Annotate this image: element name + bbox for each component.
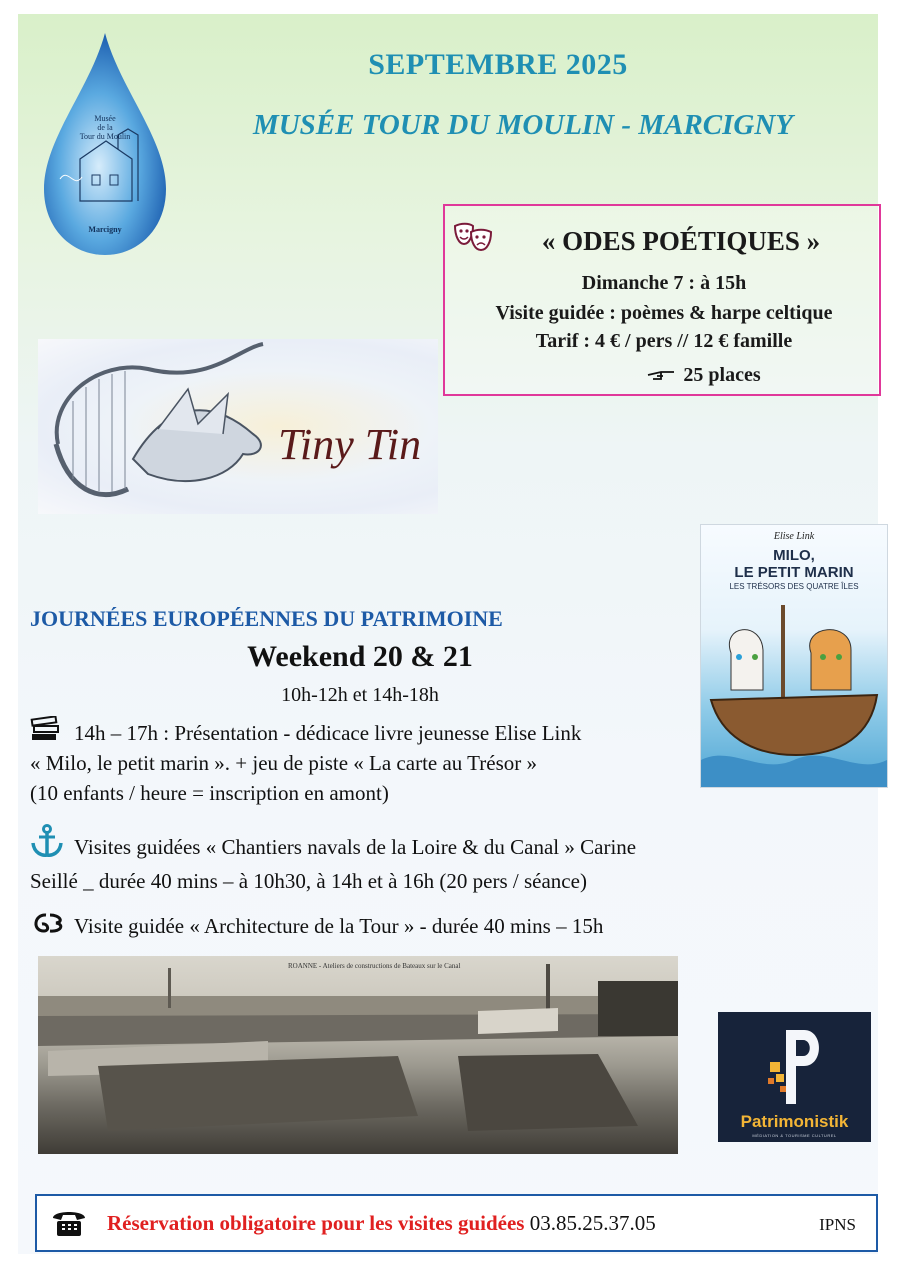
odes-event-box [443, 204, 881, 396]
telephone-icon [51, 1208, 87, 1238]
patrimonistik-p-mark [766, 1026, 826, 1108]
jep-item-1-line-2: « Milo, le petit marin ». + jeu de piste « La carte au Trésor » [30, 751, 537, 775]
jep-item-1-line-1: 14h – 17h : Présentation - dédicace livre jeunesse Elise Link [74, 721, 582, 745]
photo-caption: ROANNE - Ateliers de constructions de Bateaux sur le Canal [288, 962, 461, 970]
tiny-tin-banner [38, 339, 438, 514]
event-month-title: SEPTEMBRE 2025 [368, 48, 628, 81]
book-subtitle: LES TRÉSORS DES QUATRE ÎLES [729, 582, 859, 591]
odes-price: Tarif : 4 € / pers // 12 € famille [535, 330, 793, 352]
reservation-footer [35, 1194, 878, 1252]
odes-date: Dimanche 7 : à 15h [581, 272, 747, 294]
logo-town: Marcigny [88, 225, 122, 234]
book-cover [700, 524, 888, 788]
partner-name: Patrimonistik [740, 1112, 849, 1131]
patrimonistik-logo [718, 1012, 871, 1142]
jep-title: JOURNÉES EUROPÉENNES DU PATRIMOINE [30, 606, 503, 631]
pointing-hand-icon [647, 365, 675, 388]
decorative-fleuron-icon [30, 912, 66, 934]
jep-item-3-line-1: Visite guidée « Architecture de la Tour » - durée 40 mins – 15h [74, 914, 604, 938]
museum-drop-logo [40, 29, 170, 259]
jep-item-2-line-2: Seillé _ durée 40 mins – à 10h30, à 14h et à 16h (20 pers / séance) [30, 869, 587, 893]
odes-title: « ODES POÉTIQUES » [541, 226, 821, 256]
reservation-phone[interactable]: 03.85.25.37.05 [524, 1211, 656, 1235]
book-title-line-2: LE PETIT MARIN [734, 564, 854, 581]
historic-shipyard-photo [38, 956, 678, 1154]
odes-visit: Visite guidée : poèmes & harpe celtique [495, 302, 833, 324]
reservation-line [107, 1211, 656, 1236]
jep-weekend: Weekend 20 & 21 [247, 640, 473, 673]
ipns-label: IPNS [819, 1215, 856, 1234]
logo-line-2: de la [97, 123, 113, 132]
odes-places-row [485, 364, 899, 388]
jep-hours: 10h-12h et 14h-18h [281, 684, 439, 706]
logo-line-1: Musée [94, 114, 116, 123]
book-author: Elise Link [773, 531, 815, 542]
partner-tagline: MÉDIATION & TOURISME CULTUREL [752, 1133, 837, 1138]
poster [18, 14, 878, 1254]
museum-title: MUSÉE TOUR DU MOULIN - MARCIGNY [252, 109, 794, 141]
harp-dragon-illustration [38, 339, 438, 514]
jep-item-2-line-1: Visites guidées « Chantiers navals de la Loire & du Canal » Carine [74, 835, 637, 859]
tiny-tin-text: Tiny Tin [278, 420, 422, 469]
books-icon [30, 716, 60, 742]
logo-line-3: Tour du Moulin [79, 132, 131, 141]
book-title [701, 547, 887, 581]
book-title-line-1: MILO, [773, 547, 815, 564]
reservation-text: Réservation obligatoire pour les visites guidées [107, 1211, 525, 1235]
cats-in-boat-illustration [701, 595, 887, 787]
jep-item-1-line-3: (10 enfants / heure = inscription en amont) [30, 781, 389, 805]
anchor-icon [30, 824, 64, 858]
odes-places: 25 places [683, 364, 761, 386]
